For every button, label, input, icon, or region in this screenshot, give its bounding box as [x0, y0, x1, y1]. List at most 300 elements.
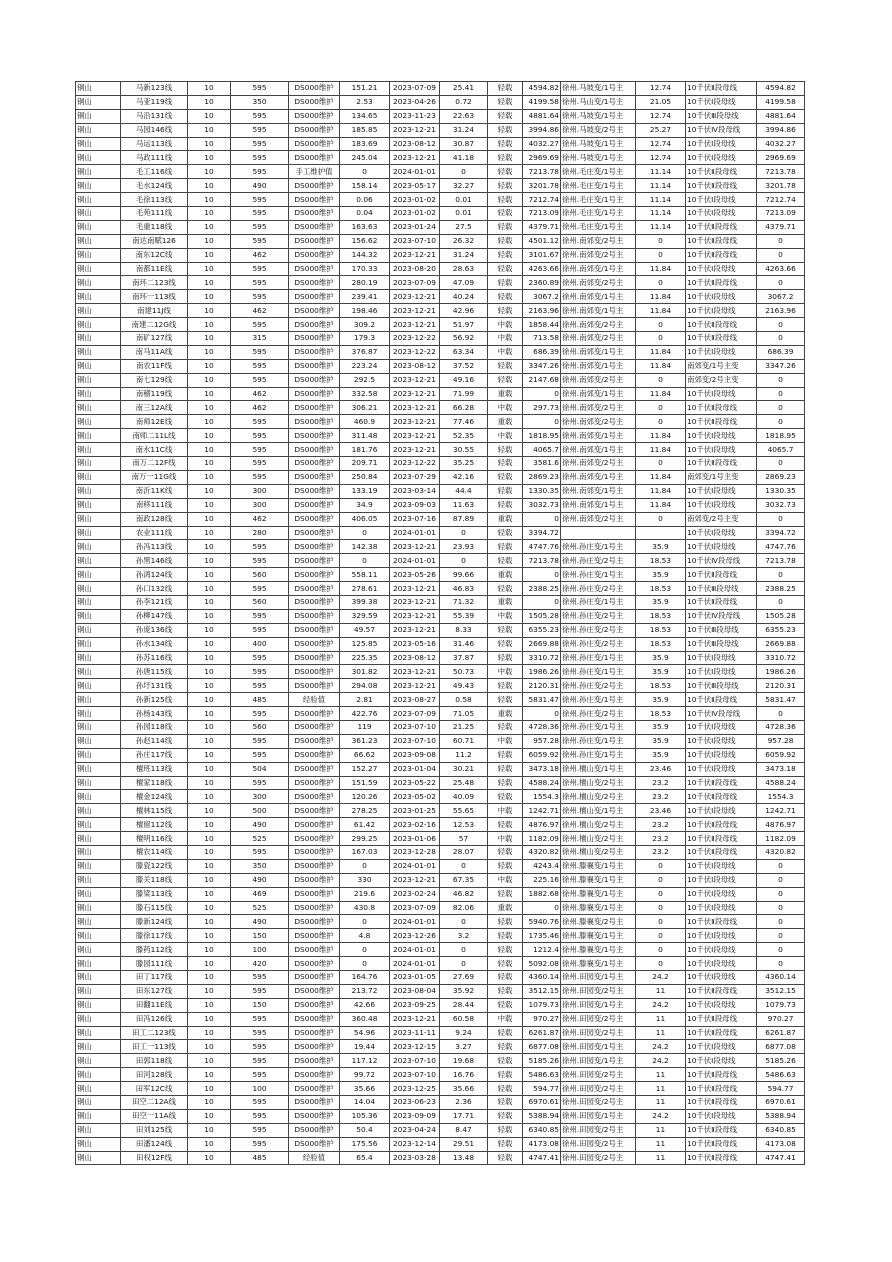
transformer-rate-cell: 24.2	[636, 1054, 686, 1068]
voltage-cell: 10	[188, 151, 231, 165]
peak-date-cell: 2023-07-10	[390, 234, 440, 248]
region-cell: 铜山	[76, 457, 121, 471]
source-cell: DS000维护	[289, 790, 340, 804]
busbar-cell: 10千伏Ⅰ段母线	[686, 151, 757, 165]
feeder-name-cell: 南马11A线	[121, 345, 188, 359]
remaining-capacity-cell: 2969.69	[757, 151, 805, 165]
source-cell: DS000维护	[289, 901, 340, 915]
transformer-cell: 徐州.滕襄变/2号主	[561, 915, 636, 929]
capacity-cell: 595	[231, 1068, 289, 1082]
busbar-cell: 10千伏Ⅰ段母线	[686, 943, 757, 957]
source-cell: DS000维护	[289, 818, 340, 832]
feeder-name-cell: 孙水134线	[121, 637, 188, 651]
busbar-cell: 10千伏Ⅱ段母线	[686, 1012, 757, 1026]
feeder-name-cell: 滕梁113线	[121, 887, 188, 901]
busbar-cell: 10千伏Ⅰ段母线	[686, 998, 757, 1012]
load-rate-cell: 51.97	[440, 318, 488, 332]
source-cell: DS000维护	[289, 526, 340, 540]
busbar-cell: 10千伏Ⅰ段母线	[686, 665, 757, 679]
voltage-cell: 10	[188, 957, 231, 971]
capacity-cell: 595	[231, 443, 289, 457]
feeder-name-cell: 田东127线	[121, 984, 188, 998]
table-row	[76, 387, 805, 401]
transformer-rate-cell: 21.05	[636, 95, 686, 109]
table-row	[76, 707, 805, 721]
table-row	[76, 859, 805, 873]
source-cell: 经验值	[289, 693, 340, 707]
load-rate-cell: 17.71	[440, 1109, 488, 1123]
region-cell: 铜山	[76, 82, 121, 96]
load-rate-cell: 35.25	[440, 457, 488, 471]
load-rate-cell: 8.33	[440, 623, 488, 637]
capacity-cell: 300	[231, 484, 289, 498]
table-row	[76, 137, 805, 151]
source-cell: DS000维护	[289, 540, 340, 554]
peak-current-cell: 0.06	[340, 193, 390, 207]
capacity-cell: 300	[231, 498, 289, 512]
load-status-cell: 轻载	[488, 470, 523, 484]
peak-date-cell: 2023-12-21	[390, 665, 440, 679]
voltage-cell: 10	[188, 401, 231, 415]
busbar-cell: 10千伏Ⅱ段母线	[686, 1096, 757, 1110]
region-cell: 铜山	[76, 234, 121, 248]
busbar-cell: 南郊变/1号主变	[686, 470, 757, 484]
peak-date-cell: 2023-12-21	[390, 443, 440, 457]
available-capacity-cell: 5486.63	[523, 1068, 561, 1082]
load-rate-cell: 66.28	[440, 401, 488, 415]
voltage-cell: 10	[188, 443, 231, 457]
load-rate-cell: 31.24	[440, 248, 488, 262]
busbar-cell: 10千伏Ⅳ段母线	[686, 123, 757, 137]
remaining-capacity-cell: 4379.71	[757, 220, 805, 234]
region-cell: 铜山	[76, 262, 121, 276]
load-status-cell: 中载	[488, 1012, 523, 1026]
load-rate-cell: 67.35	[440, 873, 488, 887]
transformer-rate-cell: 0	[636, 415, 686, 429]
transformer-cell: 徐州.田园变/1号主	[561, 1054, 636, 1068]
load-status-cell: 轻载	[488, 443, 523, 457]
peak-current-cell: 399.38	[340, 595, 390, 609]
remaining-capacity-cell: 7213.78	[757, 165, 805, 179]
transformer-cell: 徐州.马坡变/2号主	[561, 123, 636, 137]
load-status-cell: 轻载	[488, 262, 523, 276]
region-cell: 铜山	[76, 929, 121, 943]
table-row	[76, 82, 805, 96]
capacity-cell: 595	[231, 679, 289, 693]
transformer-cell: 徐州.孙庄变/1号主	[561, 540, 636, 554]
load-status-cell: 轻载	[488, 929, 523, 943]
feeder-name-cell: 滕药112线	[121, 943, 188, 957]
peak-current-cell: 460.9	[340, 415, 390, 429]
transformer-cell: 徐州.檀山变/2号主	[561, 790, 636, 804]
transformer-rate-cell: 11.14	[636, 220, 686, 234]
load-rate-cell: 28.44	[440, 998, 488, 1012]
peak-date-cell: 2024-01-01	[390, 859, 440, 873]
voltage-cell: 10	[188, 498, 231, 512]
region-cell: 铜山	[76, 248, 121, 262]
capacity-cell: 490	[231, 818, 289, 832]
capacity-cell: 100	[231, 1082, 289, 1096]
capacity-cell: 595	[231, 193, 289, 207]
source-cell: DS000维护	[289, 359, 340, 373]
table-row	[76, 984, 805, 998]
transformer-cell: 徐州.檀山变/2号主	[561, 818, 636, 832]
capacity-cell: 525	[231, 901, 289, 915]
transformer-cell: 徐州.南郊变/1号主	[561, 262, 636, 276]
source-cell: DS000维护	[289, 568, 340, 582]
voltage-cell: 10	[188, 1137, 231, 1151]
load-status-cell: 轻载	[488, 304, 523, 318]
remaining-capacity-cell: 0	[757, 859, 805, 873]
load-rate-cell: 41.18	[440, 151, 488, 165]
source-cell: DS000维护	[289, 498, 340, 512]
table-row	[76, 901, 805, 915]
transformer-rate-cell: 35.9	[636, 595, 686, 609]
source-cell: DS000维护	[289, 1123, 340, 1137]
peak-date-cell: 2023-01-05	[390, 971, 440, 985]
capacity-cell: 595	[231, 609, 289, 623]
load-rate-cell: 42.16	[440, 470, 488, 484]
source-cell: DS000维护	[289, 109, 340, 123]
remaining-capacity-cell: 0	[757, 707, 805, 721]
table-row	[76, 290, 805, 304]
region-cell: 铜山	[76, 609, 121, 623]
capacity-cell: 300	[231, 790, 289, 804]
table-row	[76, 957, 805, 971]
transformer-rate-cell: 0	[636, 901, 686, 915]
busbar-cell: 10千伏Ⅰ段母线	[686, 498, 757, 512]
region-cell: 铜山	[76, 359, 121, 373]
capacity-cell: 595	[231, 165, 289, 179]
capacity-cell: 595	[231, 457, 289, 471]
remaining-capacity-cell: 6059.92	[757, 748, 805, 762]
source-cell: DS000维护	[289, 887, 340, 901]
remaining-capacity-cell: 0	[757, 401, 805, 415]
transformer-rate-cell: 11	[636, 1123, 686, 1137]
busbar-cell: 10千伏Ⅰ段母线	[686, 290, 757, 304]
voltage-cell: 10	[188, 1123, 231, 1137]
load-status-cell: 轻载	[488, 540, 523, 554]
feeder-name-cell: 檀林115线	[121, 804, 188, 818]
load-rate-cell: 52.35	[440, 429, 488, 443]
peak-current-cell: 329.59	[340, 609, 390, 623]
remaining-capacity-cell: 0	[757, 457, 805, 471]
available-capacity-cell: 1882.68	[523, 887, 561, 901]
table-row	[76, 1054, 805, 1068]
load-status-cell: 轻载	[488, 1040, 523, 1054]
region-cell: 铜山	[76, 207, 121, 221]
transformer-rate-cell: 11.84	[636, 345, 686, 359]
remaining-capacity-cell: 5185.26	[757, 1054, 805, 1068]
transformer-cell: 徐州.南郊变/2号主	[561, 318, 636, 332]
feeder-name-cell: 孙口132线	[121, 582, 188, 596]
busbar-cell: 10千伏Ⅰ段母线	[686, 887, 757, 901]
peak-current-cell: 311.48	[340, 429, 390, 443]
peak-date-cell: 2023-07-09	[390, 707, 440, 721]
available-capacity-cell: 6059.92	[523, 748, 561, 762]
available-capacity-cell: 6340.85	[523, 1123, 561, 1137]
busbar-cell: 10千伏Ⅱ段母线	[686, 82, 757, 96]
capacity-cell: 595	[231, 82, 289, 96]
peak-current-cell: 301.82	[340, 665, 390, 679]
transformer-cell: 徐州.田园变/1号主	[561, 971, 636, 985]
feeder-name-cell: 南万一11G线	[121, 470, 188, 484]
region-cell: 铜山	[76, 748, 121, 762]
remaining-capacity-cell: 0	[757, 234, 805, 248]
transformer-rate-cell: 11.14	[636, 207, 686, 221]
feeder-name-cell: 檀金124线	[121, 790, 188, 804]
peak-current-cell: 223.24	[340, 359, 390, 373]
source-cell: DS000维护	[289, 804, 340, 818]
load-rate-cell: 37.87	[440, 651, 488, 665]
voltage-cell: 10	[188, 734, 231, 748]
feeder-name-cell: 田郭118线	[121, 1054, 188, 1068]
transformer-cell: 徐州.田园变/2号主	[561, 1123, 636, 1137]
load-status-cell: 轻载	[488, 234, 523, 248]
load-rate-cell: 0.01	[440, 193, 488, 207]
feeder-name-cell: 南七129线	[121, 373, 188, 387]
load-rate-cell: 25.41	[440, 82, 488, 96]
busbar-cell: 10千伏Ⅰ段母线	[686, 734, 757, 748]
transformer-cell: 徐州.孙庄变/1号主	[561, 651, 636, 665]
peak-date-cell: 2023-07-10	[390, 1068, 440, 1082]
transformer-rate-cell: 11.84	[636, 470, 686, 484]
table-row	[76, 109, 805, 123]
region-cell: 铜山	[76, 873, 121, 887]
voltage-cell: 10	[188, 720, 231, 734]
feeder-name-cell: 毛苑111线	[121, 207, 188, 221]
load-status-cell: 轻载	[488, 359, 523, 373]
region-cell: 铜山	[76, 651, 121, 665]
available-capacity-cell: 5831.47	[523, 693, 561, 707]
load-status-cell: 轻载	[488, 207, 523, 221]
busbar-cell: 10千伏Ⅱ段母线	[686, 790, 757, 804]
table-row	[76, 1040, 805, 1054]
transformer-rate-cell: 18.53	[636, 609, 686, 623]
remaining-capacity-cell: 4360.14	[757, 971, 805, 985]
busbar-cell: 10千伏Ⅰ段母线	[686, 137, 757, 151]
busbar-cell: 10千伏Ⅰ段母线	[686, 540, 757, 554]
transformer-cell: 徐州.南郊变/1号主	[561, 498, 636, 512]
peak-current-cell: 152.27	[340, 762, 390, 776]
source-cell: DS000维护	[289, 457, 340, 471]
region-cell: 铜山	[76, 859, 121, 873]
transformer-cell: 徐州.南郊变/1号主	[561, 484, 636, 498]
region-cell: 铜山	[76, 276, 121, 290]
peak-date-cell: 2023-01-04	[390, 762, 440, 776]
feeder-name-cell: 南稽119线	[121, 387, 188, 401]
voltage-cell: 10	[188, 873, 231, 887]
feeder-name-cell: 马政111线	[121, 151, 188, 165]
transformer-rate-cell: 0	[636, 318, 686, 332]
load-rate-cell: 0.58	[440, 693, 488, 707]
voltage-cell: 10	[188, 1026, 231, 1040]
peak-date-cell: 2023-06-23	[390, 1096, 440, 1110]
feeder-name-cell: 南都11E线	[121, 262, 188, 276]
region-cell: 铜山	[76, 345, 121, 359]
feeder-name-cell: 孙庞136线	[121, 623, 188, 637]
busbar-cell: 10千伏Ⅰ段母线	[686, 95, 757, 109]
load-rate-cell: 0	[440, 915, 488, 929]
peak-date-cell: 2023-03-28	[390, 1151, 440, 1165]
transformer-cell: 徐州.南郊变/2号主	[561, 248, 636, 262]
load-status-cell: 轻载	[488, 887, 523, 901]
peak-date-cell: 2023-07-10	[390, 734, 440, 748]
region-cell: 铜山	[76, 998, 121, 1012]
remaining-capacity-cell: 2388.25	[757, 582, 805, 596]
available-capacity-cell: 4360.14	[523, 971, 561, 985]
peak-current-cell: 158.14	[340, 179, 390, 193]
table-row	[76, 262, 805, 276]
peak-date-cell: 2023-12-21	[390, 318, 440, 332]
transformer-cell: 徐州.毛庄变/1号主	[561, 207, 636, 221]
remaining-capacity-cell: 7213.09	[757, 207, 805, 221]
remaining-capacity-cell: 3067.2	[757, 290, 805, 304]
load-rate-cell: 19.68	[440, 1054, 488, 1068]
table-row	[76, 429, 805, 443]
remaining-capacity-cell: 1818.95	[757, 429, 805, 443]
transformer-rate-cell: 11	[636, 1151, 686, 1165]
busbar-cell: 10千伏Ⅱ段母线	[686, 276, 757, 290]
region-cell: 铜山	[76, 526, 121, 540]
voltage-cell: 10	[188, 304, 231, 318]
source-cell: DS000维护	[289, 665, 340, 679]
transformer-cell: 徐州.田园变/1号主	[561, 998, 636, 1012]
transformer-rate-cell: 24.2	[636, 971, 686, 985]
source-cell: DS000维护	[289, 873, 340, 887]
busbar-cell: 10千伏Ⅱ段母线	[686, 845, 757, 859]
feeder-name-cell: 南建11J线	[121, 304, 188, 318]
peak-current-cell: 4.8	[340, 929, 390, 943]
transformer-cell: 徐州.南郊变/1号主	[561, 304, 636, 318]
busbar-cell: 10千伏Ⅱ段母线	[686, 915, 757, 929]
peak-current-cell: 0	[340, 957, 390, 971]
remaining-capacity-cell: 4173.08	[757, 1137, 805, 1151]
load-rate-cell: 77.46	[440, 415, 488, 429]
source-cell: DS000维护	[289, 1040, 340, 1054]
load-rate-cell: 29.51	[440, 1137, 488, 1151]
available-capacity-cell: 1079.73	[523, 998, 561, 1012]
available-capacity-cell: 4747.76	[523, 540, 561, 554]
available-capacity-cell: 1505.28	[523, 609, 561, 623]
peak-current-cell: 209.71	[340, 457, 390, 471]
load-status-cell: 轻载	[488, 554, 523, 568]
load-rate-cell: 0	[440, 943, 488, 957]
peak-date-cell: 2023-08-20	[390, 262, 440, 276]
table-row	[76, 401, 805, 415]
transformer-cell: 徐州.南郊变/2号主	[561, 457, 636, 471]
peak-date-cell: 2023-09-03	[390, 498, 440, 512]
remaining-capacity-cell: 4881.64	[757, 109, 805, 123]
load-status-cell: 中载	[488, 401, 523, 415]
available-capacity-cell: 1818.95	[523, 429, 561, 443]
feeder-name-cell: 南师12E线	[121, 415, 188, 429]
peak-date-cell: 2023-08-04	[390, 984, 440, 998]
table-row	[76, 776, 805, 790]
voltage-cell: 10	[188, 429, 231, 443]
region-cell: 铜山	[76, 915, 121, 929]
table-row	[76, 693, 805, 707]
source-cell: DS000维护	[289, 943, 340, 957]
remaining-capacity-cell: 594.77	[757, 1082, 805, 1096]
transformer-rate-cell: 0	[636, 234, 686, 248]
peak-date-cell: 2023-11-23	[390, 109, 440, 123]
peak-current-cell: 278.61	[340, 582, 390, 596]
transformer-cell: 徐州.孙庄变/1号主	[561, 748, 636, 762]
peak-date-cell: 2023-05-16	[390, 637, 440, 651]
remaining-capacity-cell: 0	[757, 276, 805, 290]
available-capacity-cell: 3394.72	[523, 526, 561, 540]
busbar-cell: 10千伏Ⅰ段母线	[686, 429, 757, 443]
region-cell: 铜山	[76, 470, 121, 484]
busbar-cell: 10千伏Ⅰ段母线	[686, 484, 757, 498]
transformer-cell: 徐州.南郊变/1号主	[561, 443, 636, 457]
busbar-cell: 10千伏Ⅰ段母线	[686, 804, 757, 818]
transformer-rate-cell: 18.53	[636, 554, 686, 568]
transformer-cell: 徐州.孙庄变/2号主	[561, 707, 636, 721]
peak-date-cell: 2023-07-09	[390, 82, 440, 96]
feeder-name-cell: 孙冯113线	[121, 540, 188, 554]
available-capacity-cell: 1242.71	[523, 804, 561, 818]
voltage-cell: 10	[188, 832, 231, 846]
load-status-cell: 轻载	[488, 484, 523, 498]
source-cell: DS000维护	[289, 179, 340, 193]
table-row	[76, 651, 805, 665]
busbar-cell: 10千伏Ⅱ段母线	[686, 248, 757, 262]
available-capacity-cell: 4173.08	[523, 1137, 561, 1151]
available-capacity-cell: 5092.08	[523, 957, 561, 971]
capacity-cell: 504	[231, 762, 289, 776]
transformer-cell: 徐州.檀山变/2号主	[561, 832, 636, 846]
load-rate-cell: 30.87	[440, 137, 488, 151]
voltage-cell: 10	[188, 1082, 231, 1096]
table-row	[76, 637, 805, 651]
load-status-cell: 轻载	[488, 1109, 523, 1123]
load-rate-cell: 0	[440, 554, 488, 568]
load-status-cell: 轻载	[488, 193, 523, 207]
peak-date-cell: 2023-12-15	[390, 1040, 440, 1054]
voltage-cell: 10	[188, 915, 231, 929]
source-cell: DS000维护	[289, 345, 340, 359]
table-row	[76, 179, 805, 193]
transformer-rate-cell: 0	[636, 512, 686, 526]
peak-date-cell: 2023-12-21	[390, 248, 440, 262]
load-status-cell: 轻载	[488, 1137, 523, 1151]
load-status-cell: 轻载	[488, 179, 523, 193]
remaining-capacity-cell: 1505.28	[757, 609, 805, 623]
peak-date-cell: 2023-08-12	[390, 137, 440, 151]
table-row	[76, 1026, 805, 1040]
remaining-capacity-cell: 1242.71	[757, 804, 805, 818]
load-status-cell: 重载	[488, 901, 523, 915]
transformer-rate-cell: 11.84	[636, 484, 686, 498]
table-row	[76, 887, 805, 901]
peak-current-cell: 144.32	[340, 248, 390, 262]
peak-current-cell: 19.44	[340, 1040, 390, 1054]
table-row	[76, 734, 805, 748]
peak-current-cell: 0	[340, 859, 390, 873]
available-capacity-cell: 6970.61	[523, 1096, 561, 1110]
peak-current-cell: 330	[340, 873, 390, 887]
available-capacity-cell: 3347.26	[523, 359, 561, 373]
load-rate-cell: 0.72	[440, 95, 488, 109]
transformer-rate-cell	[636, 526, 686, 540]
peak-current-cell: 183.69	[340, 137, 390, 151]
source-cell: DS000维护	[289, 748, 340, 762]
peak-date-cell: 2023-12-22	[390, 332, 440, 346]
available-capacity-cell: 4243.4	[523, 859, 561, 873]
transformer-cell: 徐州.田园变/2号主	[561, 1012, 636, 1026]
